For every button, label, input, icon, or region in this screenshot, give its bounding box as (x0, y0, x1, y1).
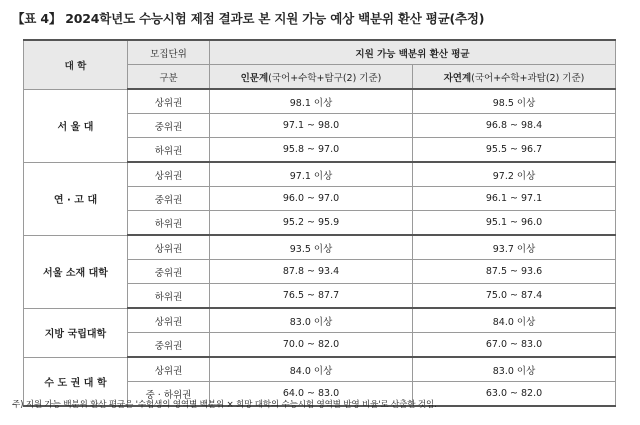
row-science: 75.0 ~ 87.4 (413, 284, 616, 309)
row-humanities: 96.0 ~ 97.0 (210, 187, 413, 211)
row-level: 중 · 하위권 (128, 382, 210, 407)
row-level: 하위권 (128, 284, 210, 309)
table-row (24, 162, 616, 187)
header-science (413, 65, 616, 90)
row-science: 96.8 ~ 98.4 (413, 114, 616, 138)
header-unit-top: 모집단위 (128, 40, 210, 65)
row-level: 중위권 (128, 333, 210, 358)
table-row (24, 357, 616, 382)
row-humanities: 95.2 ~ 95.9 (210, 211, 413, 236)
table-title: 【표 4】 2024학년도 수능시험 제점 결과로 본 지원 가능 예상 백분위 환산 평균(추정) (12, 11, 485, 26)
row-level: 중위권 (128, 114, 210, 138)
row-humanities: 97.1 ~ 98.0 (210, 114, 413, 138)
group-name: 서울 소재 대학 (24, 235, 128, 308)
table-header (24, 40, 616, 89)
row-humanities: 76.5 ~ 87.7 (210, 284, 413, 309)
row-science: 98.5 이상 (413, 89, 616, 114)
row-humanities: 93.5 이상 (210, 235, 413, 260)
header-unit-bottom: 구분 (128, 65, 210, 90)
header-humanities-rest: (국어+수학+탐구(2) 기준) (268, 72, 382, 84)
row-level: 상위권 (128, 162, 210, 187)
row-level: 상위권 (128, 308, 210, 333)
row-level: 하위권 (128, 211, 210, 236)
row-humanities: 87.8 ~ 93.4 (210, 260, 413, 284)
row-science: 93.7 이상 (413, 235, 616, 260)
row-level: 하위권 (128, 138, 210, 163)
group-name: 서 울 대 (24, 89, 128, 162)
row-level: 상위권 (128, 235, 210, 260)
row-science: 67.0 ~ 83.0 (413, 333, 616, 358)
row-science: 95.5 ~ 96.7 (413, 138, 616, 163)
row-science: 96.1 ~ 97.1 (413, 187, 616, 211)
group-name: 지방 국립대학 (24, 308, 128, 357)
table-row (24, 89, 616, 114)
table-row (24, 308, 616, 333)
row-science: 83.0 이상 (413, 357, 616, 382)
row-science: 87.5 ~ 93.6 (413, 260, 616, 284)
row-level: 중위권 (128, 260, 210, 284)
score-table (23, 39, 616, 407)
row-humanities: 84.0 이상 (210, 357, 413, 382)
row-humanities: 95.8 ~ 97.0 (210, 138, 413, 163)
header-humanities-lead: 인문계 (240, 72, 269, 84)
row-humanities: 97.1 이상 (210, 162, 413, 187)
row-science: 97.2 이상 (413, 162, 616, 187)
row-humanities: 64.0 ~ 83.0 (210, 382, 413, 407)
header-university: 대 학 (24, 40, 128, 89)
row-level: 상위권 (128, 357, 210, 382)
header-humanities (210, 65, 413, 90)
row-humanities: 83.0 이상 (210, 308, 413, 333)
group-name: 수 도 권 대 학 (24, 357, 128, 406)
table-row (24, 235, 616, 260)
row-science: 95.1 ~ 96.0 (413, 211, 616, 236)
row-humanities: 70.0 ~ 82.0 (210, 333, 413, 358)
row-humanities: 98.1 이상 (210, 89, 413, 114)
header-science-rest: (국어+수학+과탐(2) 기준) (471, 72, 585, 84)
row-science: 63.0 ~ 82.0 (413, 382, 616, 407)
header-main: 지원 가능 백분위 환산 평균 (210, 40, 616, 65)
table-body (24, 89, 616, 406)
header-science-lead: 자연계 (443, 72, 472, 84)
footnote: 주) 지원 가능 백분위 환산 평균은 '수험생의 영역별 백분위 × 희망 대학의 수능시험 영역별 반영 비율'로 산출한 것임. (12, 400, 437, 410)
row-level: 중위권 (128, 187, 210, 211)
row-level: 상위권 (128, 89, 210, 114)
row-science: 84.0 이상 (413, 308, 616, 333)
group-name: 연 · 고 대 (24, 162, 128, 235)
